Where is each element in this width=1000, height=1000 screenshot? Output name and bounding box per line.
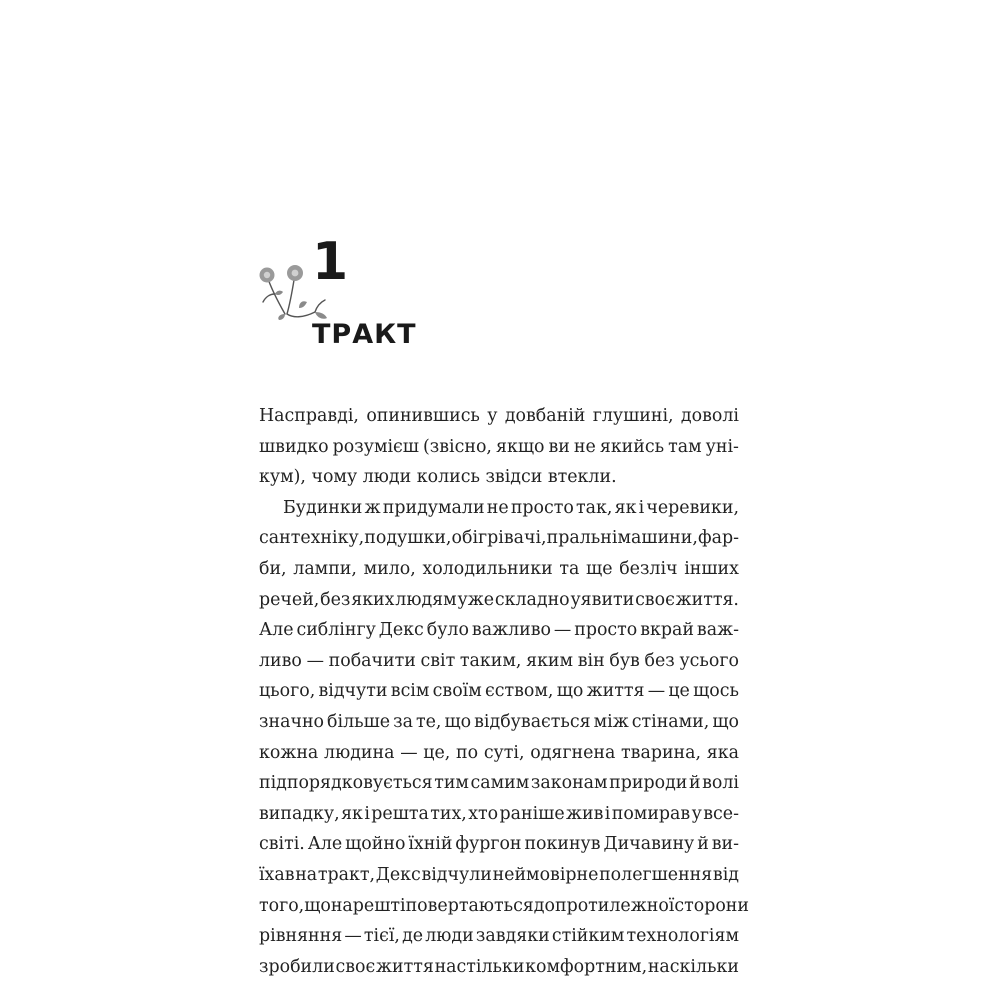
- chapter-number: 1: [312, 232, 349, 292]
- text-line: [259, 432, 739, 463]
- text-word: інших: [684, 558, 739, 579]
- text-word: законам: [530, 773, 608, 794]
- text-word: фар-: [697, 528, 739, 549]
- text-word: Декс: [378, 620, 424, 641]
- text-line: [259, 493, 739, 524]
- text-line-content: кум), чому люди колись звідси втекли.: [259, 467, 617, 488]
- text-word: не: [486, 497, 509, 518]
- text-word: просто: [574, 620, 638, 641]
- text-word: світі.: [259, 834, 305, 855]
- text-word: неймовірне: [492, 864, 599, 885]
- text-word: у: [487, 406, 498, 426]
- text-line: [259, 799, 739, 830]
- text-word: —: [344, 926, 362, 947]
- text-word: кожна: [259, 742, 319, 763]
- text-line: [259, 676, 739, 707]
- text-line: [259, 768, 739, 799]
- text-word: раніше: [499, 803, 565, 824]
- text-word: більше: [327, 711, 391, 732]
- text-word: мило,: [363, 558, 416, 579]
- text-word: довбаній: [504, 406, 586, 426]
- text-word: складно: [494, 589, 570, 610]
- text-word: якщо: [495, 436, 545, 457]
- text-word: зробили: [259, 956, 335, 977]
- text-line: [259, 829, 739, 860]
- text-word: —: [553, 620, 572, 641]
- text-word: не: [573, 436, 596, 457]
- text-word: своїм: [432, 681, 482, 702]
- text-word: розумієш: [332, 436, 419, 457]
- text-word: що: [712, 711, 739, 732]
- text-word: до: [533, 895, 555, 916]
- text-word: пральні: [546, 528, 618, 549]
- text-word: й: [688, 773, 701, 794]
- text-word: щось: [693, 681, 739, 702]
- text-line: [259, 891, 749, 922]
- text-word: Але: [307, 834, 343, 855]
- text-word: опинившись: [366, 406, 480, 426]
- text-word: черевики,: [646, 497, 739, 518]
- text-word: підпорядковується: [259, 773, 433, 794]
- text-word: самим: [470, 773, 530, 794]
- text-word: завдяки: [475, 926, 550, 947]
- text-word: глушині,: [592, 406, 674, 426]
- text-word: технологіям: [626, 926, 739, 947]
- text-word: відбувається: [474, 711, 591, 732]
- text-word: стійким: [551, 926, 625, 947]
- text-word: у: [691, 803, 702, 824]
- chapter-header: [255, 230, 455, 360]
- text-word: уні-: [705, 436, 739, 457]
- text-word: тієї,: [363, 926, 400, 947]
- text-word: сторони: [674, 895, 749, 916]
- text-word: життя.: [675, 589, 739, 610]
- text-word: вкрай: [640, 620, 694, 641]
- text-word: по: [456, 742, 479, 763]
- text-word: яким: [526, 650, 574, 671]
- text-word: сантехніку,: [259, 528, 365, 549]
- text-word: полегшення: [599, 864, 713, 885]
- text-line: [259, 738, 739, 769]
- text-word: —: [400, 742, 418, 763]
- text-word: покинув: [524, 834, 601, 855]
- text-word: життя: [376, 956, 434, 977]
- text-word: речей,: [259, 589, 320, 610]
- text-word: —: [306, 650, 324, 671]
- text-word: цього,: [259, 681, 316, 702]
- text-word: рівняння: [259, 926, 343, 947]
- text-word: би,: [259, 558, 287, 579]
- text-word: життя: [586, 681, 645, 702]
- text-word: людям: [395, 589, 457, 610]
- text-word: та: [559, 558, 580, 579]
- text-word: нарешті: [330, 895, 406, 916]
- text-word: і: [364, 803, 370, 824]
- text-word: волі: [702, 773, 739, 794]
- text-word: побачити: [328, 650, 416, 671]
- text-word: єством,: [485, 681, 554, 702]
- text-word: тих,: [430, 803, 467, 824]
- text-word: наскільки: [647, 956, 739, 977]
- text-word: повертаються: [405, 895, 534, 916]
- text-word: ж: [364, 497, 381, 518]
- text-word: і: [638, 497, 645, 518]
- text-word: значно: [259, 711, 325, 732]
- text-word: усього: [679, 650, 739, 671]
- text-word: як: [614, 497, 637, 518]
- text-word: де: [402, 926, 424, 947]
- text-word: швидко: [259, 436, 329, 457]
- text-word: яка: [706, 742, 739, 763]
- text-line: [259, 860, 739, 891]
- text-word: їхав: [259, 864, 295, 885]
- text-word: таким,: [459, 650, 522, 671]
- text-word: помирав: [611, 803, 691, 824]
- text-word: придумали: [382, 497, 485, 518]
- text-word: уже: [457, 589, 495, 610]
- text-word: без: [644, 650, 675, 671]
- text-word: лампи,: [293, 558, 357, 579]
- text-word: між: [593, 711, 629, 732]
- text-word: без: [320, 589, 351, 610]
- text-word: своє: [635, 589, 675, 610]
- text-word: Але: [259, 620, 294, 641]
- text-word: якийсь: [599, 436, 665, 457]
- text-word: Насправді,: [259, 406, 359, 426]
- text-line: [259, 707, 739, 738]
- text-word: протилежної: [554, 895, 675, 916]
- text-word: що: [556, 681, 584, 702]
- text-word: уявити: [570, 589, 635, 610]
- text-word: безліч: [619, 558, 678, 579]
- text-word: ще: [586, 558, 613, 579]
- text-word: там: [668, 436, 702, 457]
- text-word: —: [647, 681, 666, 702]
- text-word: тим: [434, 773, 469, 794]
- text-word: доволі: [680, 406, 739, 426]
- text-word: важливо: [471, 620, 551, 641]
- text-line: [259, 523, 739, 554]
- text-word: те,: [415, 711, 442, 732]
- text-word: просто: [510, 497, 574, 518]
- text-word: люди: [425, 926, 474, 947]
- text-line: [259, 646, 739, 677]
- text-word: щойно: [345, 834, 406, 855]
- text-word: це,: [423, 742, 451, 763]
- text-word: настільки: [434, 956, 525, 977]
- text-word: було: [426, 620, 469, 641]
- text-word: це: [668, 681, 690, 702]
- text-line: [259, 554, 739, 585]
- text-word: обігрівачі,: [451, 528, 547, 549]
- text-word: тракт,: [317, 864, 376, 885]
- text-word: все-: [703, 803, 739, 824]
- text-word: відчути: [318, 681, 388, 702]
- text-word: хто: [468, 803, 499, 824]
- text-word: за: [393, 711, 413, 732]
- text-word: подушки,: [364, 528, 452, 549]
- text-word: що: [304, 895, 331, 916]
- text-word: що: [444, 711, 472, 732]
- text-word: ви: [548, 436, 570, 457]
- text-word: й: [697, 834, 709, 855]
- text-word: Будинки: [283, 497, 363, 518]
- text-line: [259, 462, 739, 493]
- text-line: [259, 401, 739, 432]
- chapter-title: ТРАКТ: [312, 319, 417, 350]
- text-word: своє: [335, 956, 376, 977]
- text-word: ливо: [259, 650, 302, 671]
- text-word: одягнена: [530, 742, 616, 763]
- text-word: фургон: [455, 834, 522, 855]
- text-word: світ: [420, 650, 456, 671]
- text-word: їхній: [408, 834, 453, 855]
- text-word: ви-: [711, 834, 739, 855]
- text-word: холодильники: [422, 558, 553, 579]
- text-word: того,: [259, 895, 305, 916]
- text-word: стінами,: [631, 711, 710, 732]
- text-word: Декс: [375, 864, 421, 885]
- text-word: природи: [609, 773, 688, 794]
- text-word: так,: [576, 497, 613, 518]
- text-word: відчули: [421, 864, 492, 885]
- text-word: комфортним,: [525, 956, 648, 977]
- text-word: важ-: [696, 620, 739, 641]
- text-line: [259, 952, 739, 983]
- text-word: випадку,: [259, 803, 340, 824]
- text-word: людина: [324, 742, 395, 763]
- text-line: [259, 921, 739, 952]
- text-word: (звісно,: [423, 436, 492, 457]
- text-word: суті,: [483, 742, 525, 763]
- text-word: сиблінгу: [296, 620, 376, 641]
- text-word: всім: [390, 681, 430, 702]
- text-word: і: [604, 803, 611, 824]
- text-line: [259, 585, 739, 616]
- body-text: [259, 401, 749, 982]
- text-word: решта: [371, 803, 429, 824]
- text-word: жив: [566, 803, 604, 824]
- text-word: Дичавину: [603, 834, 695, 855]
- text-word: тварина,: [621, 742, 702, 763]
- text-word: машини,: [617, 528, 698, 549]
- text-line: [259, 615, 739, 646]
- text-word: він: [577, 650, 605, 671]
- text-word: як: [341, 803, 363, 824]
- text-word: від: [712, 864, 739, 885]
- text-word: був: [609, 650, 640, 671]
- text-word: на: [295, 864, 318, 885]
- text-word: яких: [351, 589, 395, 610]
